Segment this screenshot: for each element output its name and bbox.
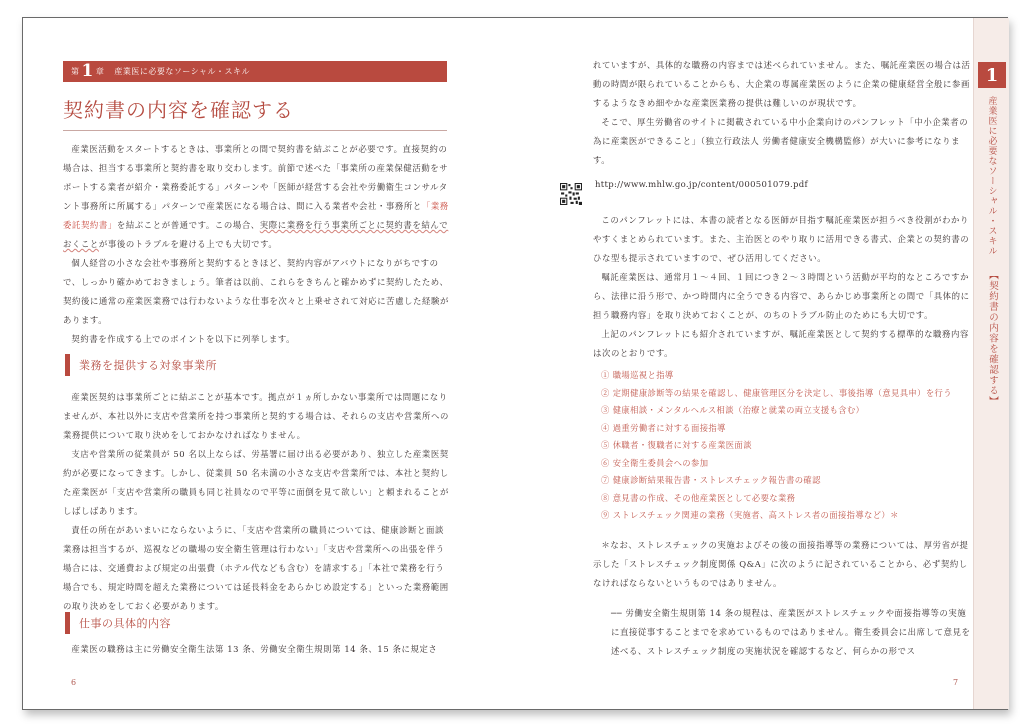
intro-paragraph-1 — [63, 140, 449, 254]
intro-p1-e: が事後のトラブルを避ける上でも大切です。 — [98, 239, 278, 249]
book-spread — [22, 17, 1008, 710]
intro-p1-a: 産業医活動をスタートするときは、事業所との間で契約書を結ぶことが必要です。直接契約の場合は、担当する事業所と契約書を取り交わします。前節で述べた「事業所の産業保健活動をサポートする業者が紹介・業務委託する」パターンや「医師が経営する会社や労働衛生コンサルタント事務所に所属する」パターンで産業医になる場合は、間に入る業者や会社・事務所と — [63, 144, 449, 211]
intro-p1-c: を結ぶことが普通です。この場合、 — [116, 220, 260, 230]
intro-text — [63, 140, 449, 349]
chapter-title: 産業医に必要なソーシャル・スキル — [114, 67, 250, 76]
footnote-paragraph: ＊なお、ストレスチェックの実施およびその後の面接指導等の業務については、厚労省が提示した「ストレスチェック制度関係 Q&A」に次のように記されていることから、必ず契約しなければならないというものではありません。 — [593, 540, 969, 588]
section2-text — [63, 640, 449, 659]
chapter-side-tab — [973, 18, 1009, 709]
duty-item: ⑥ 安全衛生委員会への参加 — [601, 457, 709, 468]
qr-code-icon[interactable] — [560, 183, 582, 205]
section2-paragraph: 産業医の職務は主に労働安全衛生法第 13 条、労働安全衛生規則第 14 条、15 条に規定さ — [71, 644, 438, 654]
duty-item: ⑦ 健康診断結果報告書・ストレスチェック報告書の確認 — [601, 475, 821, 485]
section1-paragraph: 支店や営業所の従業員が 50 名以上ならば、労基署に届け出る必要があり、独立した産業医契約が必要になってきます。しかし、従業員 50 名未満の小さな支店や営業所では、本社と契約した産業医が「支店や営業所の職員も同じ社員なので平等に面倒を見て欲しい」と頼まれることがしばしばあります。 — [63, 449, 449, 516]
duty-item: ③ 健康相談・メンタルヘルス相談（治療と就業の両立支援も含む） — [601, 405, 865, 415]
quote-text — [611, 604, 971, 661]
right-mid-text — [593, 211, 971, 363]
side-tab-section-title: 【契約書の内容を確認する】 — [987, 270, 998, 407]
side-tab-chapter-title: 産業医に必要なソーシャル・スキル — [986, 96, 997, 256]
section-heading-target-offices: 業務を提供する対象事業所 — [65, 354, 217, 376]
duty-item: ⑧ 意見書の作成、その他産業医として必要な業務 — [601, 492, 796, 503]
right-paragraph: 嘱託産業医は、通常月１～４回、１回につき２～３時間という活動が平均的なところですから、法律に沿う形で、かつ時間内に全うできる内容で、あらかじめ事業所との間で「具体的に担う職務内容」を取り決めておくことが、のちのトラブル防止のためにも大切です。 — [593, 272, 970, 320]
right-paragraph: れていますが、具体的な職務の内容までは述べられていません。また、嘱託産業医の場合は活動の時間が限られていることからも、大企業の専属産業医のように企業の健康経営全般に参画するようなきめ細やかな産業医業務の提供は難しいのが現状です。 — [593, 60, 971, 108]
left-page — [23, 18, 513, 709]
page-number-right: 7 — [953, 678, 959, 687]
page-number-left: 6 — [71, 678, 77, 687]
right-page — [513, 18, 1009, 709]
right-top-text — [593, 56, 971, 170]
section-heading-job-content: 仕事の具体的内容 — [65, 612, 171, 634]
duty-item: ⑨ ストレスチェック関連の業務（実施者、高ストレス者の面接指導など）＊ — [601, 510, 899, 520]
section1-paragraph: 産業医契約は事業所ごとに結ぶことが基本です。拠点が１ヵ所しかない事業所では問題になりませんが、本社以外に支店や営業所を持つ事業所と契約する場合は、それらの支店や営業所への業務提供について取り決めをしておかなければなりません。 — [63, 392, 449, 440]
chapter-header-bar — [63, 61, 447, 82]
section1-paragraph: 責任の所在があいまいにならないように、「支店や営業所の職員については、健康診断と面談業務は担当するが、巡視などの職場の安全衛生管理は行わない」「支店や営業所への出張を伴う場合には、交通費および規定の出張費（ホテル代なども含む）を請求する」「本社で業務を行う場合でも、規定時間を超えた業務については延長料金をあらかじめ設定する」といった業務範囲の取り決めをしておく必要があります。 — [63, 525, 449, 611]
right-paragraph: このパンフレットには、本書の読者となる医師が目指す嘱託産業医が担うべき役割がわかりやすくまとめられています。また、主治医とのやり取りに活用できる書式、企業との契約書のひな型も提示されていますので、ぜひ活用してください。 — [593, 215, 970, 263]
intro-paragraph-2: 個人経営の小さな会社や事務所と契約するときほど、契約内容がアバウトになりがちですので、しっかり確かめておきましょう。筆者は以前、これらをきちんと確かめずに契約したため、契約後に通常の産業医業務では行わないような仕事を次々と上乗せされて対応に苦慮した経験があります。 — [63, 258, 449, 325]
pamphlet-url-link[interactable]: http://www.mhlw.go.jp/content/000501079.pdf — [595, 180, 808, 190]
quote-paragraph: ── 労働安全衛生規則第 14 条の規程は、産業医がストレスチェックや面接指導等の実施に直接従事することまでを求めているものではありません。衛生委員会に出席して意見を述べる、ストレスチェック制度の実施状況を確認するなど、何らかの形でス — [611, 608, 971, 656]
duties-list — [601, 367, 952, 525]
duty-item: ④ 過重労働者に対する面接指導 — [601, 422, 726, 433]
right-paragraph: 上記のパンフレットにも紹介されていますが、嘱託産業医として契約する標準的な職務内容は次のとおりです。 — [593, 329, 969, 358]
chapter-prefix: 第 — [71, 67, 80, 76]
page-title: 契約書の内容を確認する — [63, 94, 447, 131]
footnote-text — [593, 536, 971, 593]
intro-paragraph-3: 契約書を作成する上でのポイントを以下に列挙します。 — [71, 334, 296, 344]
right-paragraph: そこで、厚生労働省のサイトに掲載されている中小企業向けのパンフレット「中小企業者の為に産業医ができること」（独立行政法人 労働者健康安全機構監修）が大いに参考になります。 — [593, 117, 969, 165]
duty-item: ⑤ 休職者・復職者に対する産業医面談 — [601, 440, 752, 450]
contract-term-highlight: 「業務委託契約書」 — [63, 201, 449, 230]
duty-item: ① 職場巡視と指導 — [601, 370, 674, 380]
section1-text — [63, 388, 449, 616]
duty-item: ② 定期健康診断等の結果を確認し、健康管理区分を決定し、事後指導（意見具申）を行う — [601, 387, 952, 398]
underlined-phrase: 実際に業務を行う事業所ごとに契約書を結んでおくこと — [63, 220, 449, 249]
side-tab-chapter-number: 1 — [978, 62, 1006, 88]
chapter-suffix: 章 — [95, 67, 105, 76]
chapter-number: 1 — [81, 61, 94, 81]
